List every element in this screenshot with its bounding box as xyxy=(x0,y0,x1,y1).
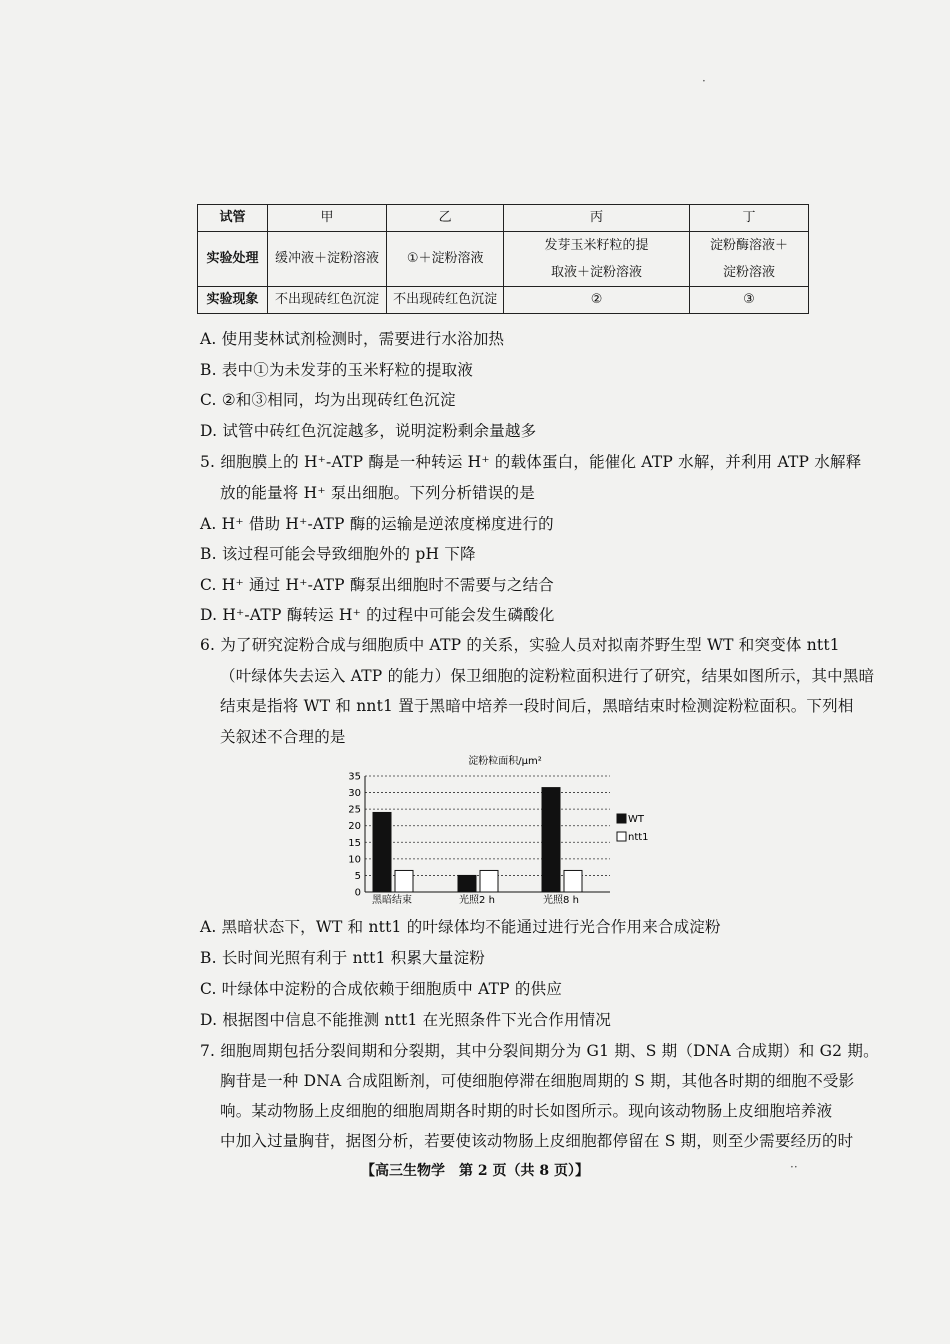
q4-option-c: C. ②和③相同，均为出现砖红色沉淀 xyxy=(200,391,456,409)
y-tick-label: 0 xyxy=(354,887,361,899)
y-tick-label: 35 xyxy=(348,771,361,783)
legend-swatch xyxy=(617,814,626,823)
q7-line2: 胸苷是一种 DNA 合成阻断剂，可使细胞停滞在细胞周期的 S 期，其他各时期的细胞不受影 xyxy=(220,1072,855,1090)
q5-stem-line1: 5. 细胞膜上的 H⁺-ATP 酶是一种转运 H⁺ 的载体蛋白，能催化 ATP 水解，并利用 ATP 水解释 xyxy=(200,453,862,471)
y-tick-label: 30 xyxy=(348,788,361,800)
table-cell: ② xyxy=(504,287,690,314)
q6-stem-line2: （叶绿体失去运入 ATP 的能力）保卫细胞的淀粉粒面积进行了研究，结果如图所示，其中黑暗 xyxy=(220,667,875,685)
starch-area-chart xyxy=(340,752,670,912)
x-tick-label: 光照8 h xyxy=(543,895,579,906)
table-cell: ③ xyxy=(689,287,808,314)
legend-swatch xyxy=(617,832,626,841)
x-axis-labels xyxy=(372,893,579,906)
table-cell xyxy=(504,232,690,287)
table-row xyxy=(198,287,809,314)
y-tick-label: 5 xyxy=(354,870,361,882)
cell-line: 发芽玉米籽粒的提 xyxy=(544,238,649,253)
chart-title: 淀粉粒面积/μm² xyxy=(468,756,542,767)
q5-stem-line2: 放的能量将 H⁺ 泵出细胞。下列分析错误的是 xyxy=(220,484,535,502)
q5-option-d: D. H⁺-ATP 酶转运 H⁺ 的过程中可能会发生磷酸化 xyxy=(200,606,555,624)
legend-label: ntt1 xyxy=(628,832,649,843)
q7-line1: 7. 细胞周期包括分裂间期和分裂期，其中分裂间期分为 G1 期、S 期（DNA 合成期）和 G2 期。 xyxy=(200,1042,879,1060)
bar-wt xyxy=(542,788,560,892)
q6-option-b: B. 长时间光照有利于 ntt1 积累大量淀粉 xyxy=(200,949,486,967)
y-tick-label: 10 xyxy=(348,854,361,866)
table-cell: 不出现砖红色沉淀 xyxy=(268,287,387,314)
q6-stem-line3: 结束是指将 WT 和 nnt1 置于黑暗中培养一段时间后，黑暗结束时检测淀粉粒面积。下列相 xyxy=(220,697,854,715)
q6-stem-line1: 6. 为了研究淀粉合成与细胞质中 ATP 的关系，实验人员对拟南芥野生型 WT 和突变体 ntt1 xyxy=(200,636,840,654)
table-row xyxy=(198,232,809,287)
header-cell: 甲 xyxy=(268,205,387,232)
q5-option-b: B. 该过程可能会导致细胞外的 pH 下降 xyxy=(200,545,476,563)
row-label: 实验现象 xyxy=(198,287,268,314)
scan-mark: · xyxy=(702,74,706,88)
bar-wt xyxy=(458,875,476,892)
header-cell: 丙 xyxy=(504,205,690,232)
page-footer: 【高三生物学 第 2 页（共 8 页）】 xyxy=(361,1163,589,1179)
chart-legend xyxy=(617,814,649,843)
y-tick-label: 20 xyxy=(348,821,361,833)
y-axis-ticks xyxy=(348,772,361,899)
table-header-row xyxy=(198,205,809,232)
bar-ntt1 xyxy=(395,870,413,892)
q6-option-a: A. 黑暗状态下，WT 和 ntt1 的叶绿体均不能通过进行光合作用来合成淀粉 xyxy=(200,918,721,936)
header-cell: 试管 xyxy=(198,205,268,232)
q5-option-a: A. H⁺ 借助 H⁺-ATP 酶的运输是逆浓度梯度进行的 xyxy=(200,515,554,533)
table-cell: 缓冲液＋淀粉溶液 xyxy=(268,232,387,287)
q4-option-a: A. 使用斐林试剂检测时，需要进行水浴加热 xyxy=(200,330,505,348)
bar-ntt1 xyxy=(480,870,498,892)
q6-stem-line4: 关叙述不合理的是 xyxy=(220,728,346,746)
q5-option-c: C. H⁺ 通过 H⁺-ATP 酶泵出细胞时不需要与之结合 xyxy=(200,576,554,594)
header-cell: 乙 xyxy=(387,205,504,232)
table-cell: ①＋淀粉溶液 xyxy=(387,232,504,287)
x-tick-label: 光照2 h xyxy=(459,895,495,906)
chart-bars xyxy=(373,788,582,892)
q4-option-b: B. 表中①为未发芽的玉米籽粒的提取液 xyxy=(200,361,474,379)
row-label: 实验处理 xyxy=(198,232,268,287)
legend-label: WT xyxy=(628,814,644,825)
cell-line: 淀粉溶液 xyxy=(722,265,775,280)
table-cell: 不出现砖红色沉淀 xyxy=(387,287,504,314)
q7-line4: 中加入过量胸苷，据图分析，若要使该动物肠上皮细胞都停留在 S 期，则至少需要经历的时 xyxy=(220,1132,854,1150)
q7-line3: 响。某动物肠上皮细胞的细胞周期各时期的时长如图所示。现向该动物肠上皮细胞培养液 xyxy=(220,1102,833,1120)
experiment-table xyxy=(197,204,809,314)
q4-option-d: D. 试管中砖红色沉淀越多，说明淀粉剩余量越多 xyxy=(200,422,537,440)
y-tick-label: 25 xyxy=(348,804,361,816)
q6-option-d: D. 根据图中信息不能推测 ntt1 在光照条件下光合作用情况 xyxy=(200,1011,612,1029)
cell-line: 淀粉酶溶液＋ xyxy=(709,238,788,253)
cell-line: 取液＋淀粉溶液 xyxy=(551,265,643,280)
bar-wt xyxy=(373,812,391,892)
header-cell: 丁 xyxy=(689,205,808,232)
bar-ntt1 xyxy=(564,870,582,892)
table-cell xyxy=(689,232,808,287)
chart-grid xyxy=(365,776,610,875)
y-tick-label: 15 xyxy=(348,837,361,849)
scan-mark: ·· xyxy=(790,1160,798,1174)
x-tick-label: 黑暗结束 xyxy=(372,895,412,906)
q6-option-c: C. 叶绿体中淀粉的合成依赖于细胞质中 ATP 的供应 xyxy=(200,980,563,998)
